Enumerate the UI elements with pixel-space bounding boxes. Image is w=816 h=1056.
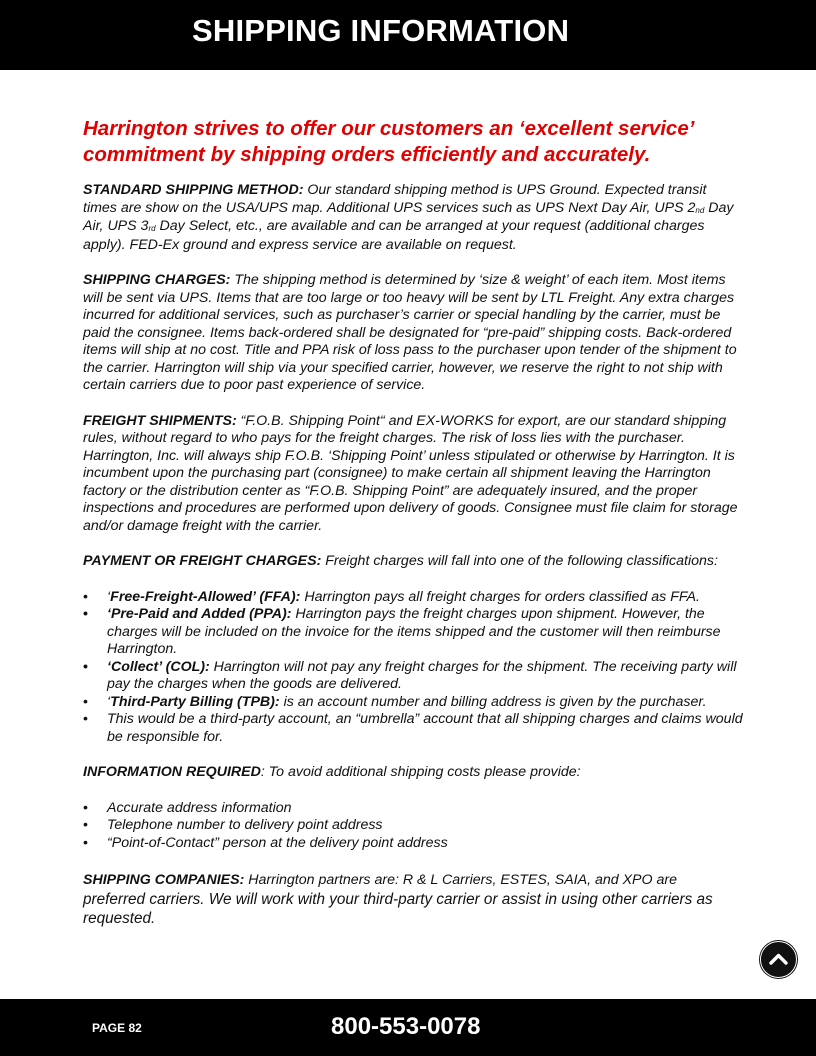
standard-shipping-text-a: Our standard shipping method is UPS Ground. Expected transit times are show on the USA/UPS map. Additional UPS services such as UPS Next Day Air, UPS 2 bbox=[83, 182, 707, 216]
page-number: PAGE 82 bbox=[92, 1021, 142, 1035]
shipping-companies-label: SHIPPING COMPANIES: bbox=[83, 872, 245, 888]
list-item: • ‘Pre-Paid and Added (PPA): Harrington pays the freight charges upon shipment. However, the charges will be included on the invoice for the items shipped and the customer will then reimburse Harrington. bbox=[83, 606, 721, 657]
freight-shipments-text: “F.O.B. Shipping Point“ and EX-WORKS for export, are our standard shipping rules, without regard to who pays for the freight charges. The risk of loss lies with the purchaser. Harrington, Inc. will always ship F.O.B. ‘Shipping Point’ unless stipulated or otherwise by Harrington. It is incumbent upon the purchasing part (consignee) to make certain all shipment leaving the Harrington factory or the distribution center as “F.O.B. Shipping Point” are adequately insured, and the proper inspections and procedures are performed upon delivery of goods. Consignee must file claim for storage and/or damage freight with the carrier. bbox=[83, 412, 738, 534]
ppa-label: ‘Pre-Paid and Added (PPA): bbox=[107, 606, 292, 622]
intro-statement: Harrington strives to offer our customers an ‘excellent service’ commitment by shipping orders efficiently and accurately. bbox=[83, 117, 694, 166]
tpb-label: Third-Party Billing (TPB): bbox=[110, 693, 280, 710]
col-text: Harrington will not pay any freight charges for the shipment. The receiving party will pay the charges when the goods are delivered. bbox=[107, 658, 737, 692]
standard-shipping-label: STANDARD SHIPPING METHOD: bbox=[83, 182, 304, 198]
list-item: • ‘Third-Party Billing (TPB): is an account number and billing address is given by the purchaser. bbox=[83, 693, 707, 710]
phone-number: 800-553-0078 bbox=[331, 1013, 481, 1040]
ordinal-nd: nd bbox=[695, 205, 705, 215]
standard-shipping-text-b: Day Air, UPS 3 bbox=[83, 199, 734, 234]
scroll-to-top-button[interactable] bbox=[760, 941, 797, 978]
page-title: SHIPPING INFORMATION bbox=[192, 13, 570, 48]
list-item: • This would be a third-party account, an “umbrella” account that all shipping charges and claims would be responsible for. bbox=[83, 711, 743, 745]
shipping-charges-text: The shipping method is determined by ‘size & weight’ of each item. Most items will be sent via UPS. Items that are too large or too heavy will be sent by LTL Freight. Any extra charges incurred for additional services, such as purchaser’s carrier or special handling by the carrier, must be paid the consignee. Items back-ordered shall be designated for “pre-paid” shipping costs. Back-ordered items will ship at no cost. Title and PPA risk of loss pass to the purchaser upon tender of the shipment to the carrier. Harrington will ship via your specified carrier, however, we reserve the right to not ship with certain carriers due to poor past experience of service. bbox=[83, 272, 737, 393]
ffa-label: Free-Freight-Allowed’ (FFA): bbox=[110, 588, 301, 605]
third-party-account-text: This would be a third-party account, an “umbrella” account that all shipping charges and claims would be responsible for. bbox=[107, 711, 743, 745]
standard-shipping-section bbox=[83, 182, 743, 254]
ffa-text: Harrington pays all freight charges for orders classified as FFA. bbox=[300, 588, 700, 605]
page-header bbox=[0, 0, 816, 70]
list-item: • Accurate address information bbox=[83, 799, 292, 816]
information-required-label: INFORMATION REQUIRED bbox=[83, 764, 261, 780]
list-item: • ‘Free-Freight-Allowed’ (FFA): Harrington pays all freight charges for orders classified as FFA. bbox=[83, 588, 700, 605]
payment-text: Freight charges will fall into one of the following classifications: bbox=[321, 553, 718, 569]
chevron-up-icon bbox=[761, 942, 796, 977]
shipping-charges-label: SHIPPING CHARGES: bbox=[83, 272, 231, 288]
payment-classification-list bbox=[83, 589, 743, 747]
freight-shipments-section bbox=[83, 413, 743, 536]
standard-shipping-text-c: Day Select, etc., are available and can be arranged at your request (additional charges apply). FED-Ex ground and express service are available on request. bbox=[83, 218, 705, 253]
col-label: ‘Collect’ (COL): bbox=[107, 658, 210, 675]
shipping-companies-text-a: Harrington partners are: R & L Carriers, ESTES, SAIA, and XPO are bbox=[244, 872, 677, 888]
ordinal-rd: rd bbox=[148, 224, 156, 233]
information-required-list bbox=[83, 800, 743, 853]
document-body bbox=[83, 116, 743, 946]
shipping-charges-section bbox=[83, 272, 743, 395]
tpb-text: is an account number and billing address is given by the purchaser. bbox=[279, 693, 707, 710]
list-item: • “Point-of-Contact” person at the delivery point address bbox=[83, 834, 448, 851]
list-item: • Telephone number to delivery point address bbox=[83, 817, 383, 833]
payment-label: PAYMENT OR FREIGHT CHARGES: bbox=[83, 553, 322, 569]
page-footer bbox=[0, 999, 816, 1056]
shipping-companies-section bbox=[83, 870, 743, 928]
information-required-text: : To avoid additional shipping costs please provide: bbox=[260, 764, 581, 780]
information-required-section bbox=[83, 764, 743, 782]
list-item: • ‘Collect’ (COL): Harrington will not pay any freight charges for the shipment. The receiving party will pay the charges when the goods are delivered. bbox=[83, 658, 737, 692]
payment-section bbox=[83, 553, 743, 571]
freight-shipments-label: FREIGHT SHIPMENTS: bbox=[83, 412, 237, 429]
shipping-companies-text-b: preferred carriers. We will work with your third-party carrier or assist in using other carriers as requested. bbox=[83, 891, 713, 927]
ppa-text: Harrington pays the freight charges upon shipment. However, the charges will be included on the invoice for the items shipped and the customer will then reimburse Harrington. bbox=[107, 606, 721, 657]
